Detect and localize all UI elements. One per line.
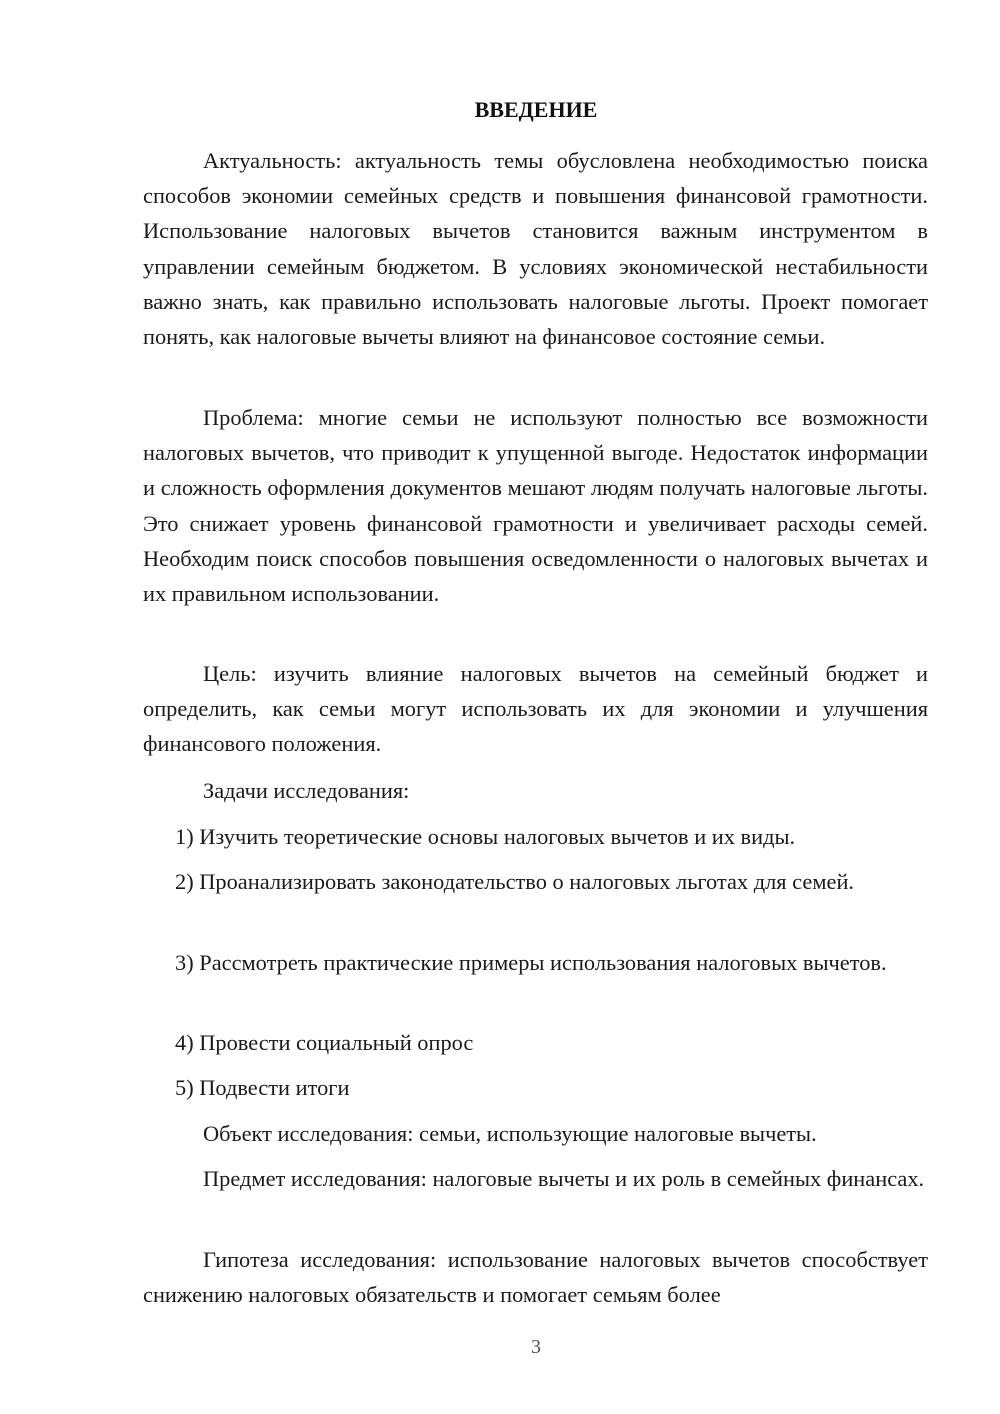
task-item-2: 2) Проанализировать законодательство о налоговых льготах для семей. xyxy=(175,869,855,894)
task-item-1: 1) Изучить теоретические основы налоговых вычетов и их виды. xyxy=(175,824,796,849)
task-item-4: 4) Провести социальный опрос xyxy=(175,1030,474,1055)
paragraph-object: Объект исследования: семьи, использующие налоговые вычеты. xyxy=(203,1121,817,1146)
task-item-3: 3) Рассмотреть практические примеры использования налоговых вычетов. xyxy=(175,950,887,975)
tasks-heading: Задачи исследования: xyxy=(203,778,410,803)
task-item-5: 5) Подвести итоги xyxy=(175,1075,350,1100)
page-number: 3 xyxy=(531,1336,541,1358)
paragraph-subject: Предмет исследования: налоговые вычеты и их роль в семейных финансах. xyxy=(203,1166,925,1191)
paragraph-problem: Проблема: многие семьи не используют полностью все возможности налоговых вычетов, что приводит к упущенной выгоде. Недостаток информации и сложность оформления документов мешают людям получать налоговые льготы. Это снижает уровень финансовой грамотности и увеличивает расходы семей. Необходим поиск способов повышения осведомленности о налоговых вычетах и их правильном использовании. xyxy=(143,405,928,607)
paragraph-relevance: Актуальность: актуальность темы обусловлена необходимостью поиска способов экономии семейных средств и повышения финансовой грамотности. Использование налоговых вычетов становится важным инструментом в управлении семейным бюджетом. В условиях экономической нестабильности важно знать, как правильно использовать налоговые льготы. Проект помогает понять, как налоговые вычеты влияют на финансовое состояние семьи. xyxy=(143,148,928,350)
page-title: ВВЕДЕНИЕ xyxy=(474,97,598,122)
paragraph-hypothesis: Гипотеза исследования: использование налоговых вычетов способствует снижению налоговых обязательств и помогает семьям более xyxy=(143,1247,928,1308)
paragraph-goal: Цель: изучить влияние налоговых вычетов на семейный бюджет и определить, как семьи могут использовать их для экономии и улучшения финансового положения. xyxy=(143,661,928,757)
